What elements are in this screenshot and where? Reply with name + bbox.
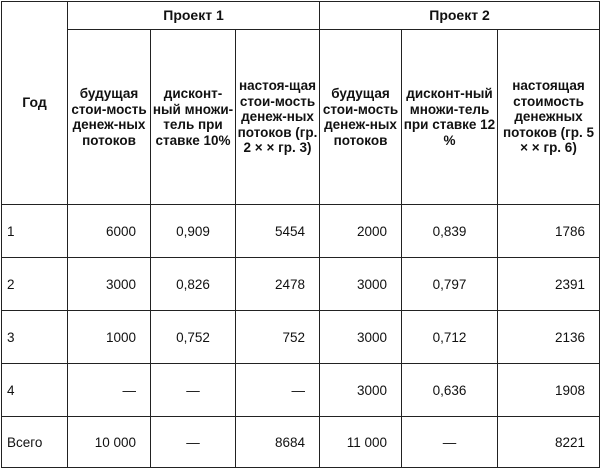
p2-present-cell: 8221 <box>498 417 600 468</box>
column-header: будущая стои-мость денеж-ных потоков <box>320 30 402 205</box>
p2-future-cell: 3000 <box>320 258 402 311</box>
project-1-header: Проект 1 <box>68 2 320 30</box>
p1-present-cell: 8684 <box>236 417 320 468</box>
p1-future-cell: 3000 <box>68 258 151 311</box>
p1-factor-cell: — <box>151 364 236 417</box>
p2-factor-cell: 0,712 <box>402 311 498 364</box>
column-header: дисконт-ный множи-тель при ставке 10% <box>151 30 236 205</box>
p2-future-cell: 3000 <box>320 311 402 364</box>
table-row <box>2 258 600 311</box>
table-row-total <box>2 417 600 468</box>
p2-present-cell: 2136 <box>498 311 600 364</box>
p2-future-cell: 11 000 <box>320 417 402 468</box>
p1-present-cell: 5454 <box>236 205 320 258</box>
p1-future-cell: 6000 <box>68 205 151 258</box>
column-header: настоя-щая стои-мость денеж-ных потоков (гр. 2 × × гр. 3) <box>236 30 320 205</box>
year-cell: 4 <box>2 364 68 417</box>
p1-future-cell: — <box>68 364 151 417</box>
p2-future-cell: 3000 <box>320 364 402 417</box>
p1-present-cell: — <box>236 364 320 417</box>
column-header: будущая стои-мость денеж-ных потоков <box>68 30 151 205</box>
p1-factor-cell: 0,752 <box>151 311 236 364</box>
p2-present-cell: 2391 <box>498 258 600 311</box>
cash-flow-table <box>1 1 600 468</box>
p1-present-cell: 752 <box>236 311 320 364</box>
p2-factor-cell: 0,839 <box>402 205 498 258</box>
year-header: Год <box>2 2 68 205</box>
p2-present-cell: 1908 <box>498 364 600 417</box>
p1-future-cell: 10 000 <box>68 417 151 468</box>
table-row <box>2 364 600 417</box>
p2-future-cell: 2000 <box>320 205 402 258</box>
p1-present-cell: 2478 <box>236 258 320 311</box>
column-header: настоящая стоимость денежных потоков (гр. 5 × × гр. 6) <box>498 30 600 205</box>
p2-present-cell: 1786 <box>498 205 600 258</box>
p1-factor-cell: 0,826 <box>151 258 236 311</box>
year-cell: Всего <box>2 417 68 468</box>
year-cell: 3 <box>2 311 68 364</box>
table-row <box>2 311 600 364</box>
year-cell: 1 <box>2 205 68 258</box>
year-cell: 2 <box>2 258 68 311</box>
p1-factor-cell: — <box>151 417 236 468</box>
p2-factor-cell: 0,797 <box>402 258 498 311</box>
p2-factor-cell: 0,636 <box>402 364 498 417</box>
p1-future-cell: 1000 <box>68 311 151 364</box>
table-row <box>2 205 600 258</box>
p2-factor-cell: — <box>402 417 498 468</box>
p1-factor-cell: 0,909 <box>151 205 236 258</box>
column-header: дисконт-ный множи-тель при ставке 12 % <box>402 30 498 205</box>
project-2-header: Проект 2 <box>320 2 600 30</box>
